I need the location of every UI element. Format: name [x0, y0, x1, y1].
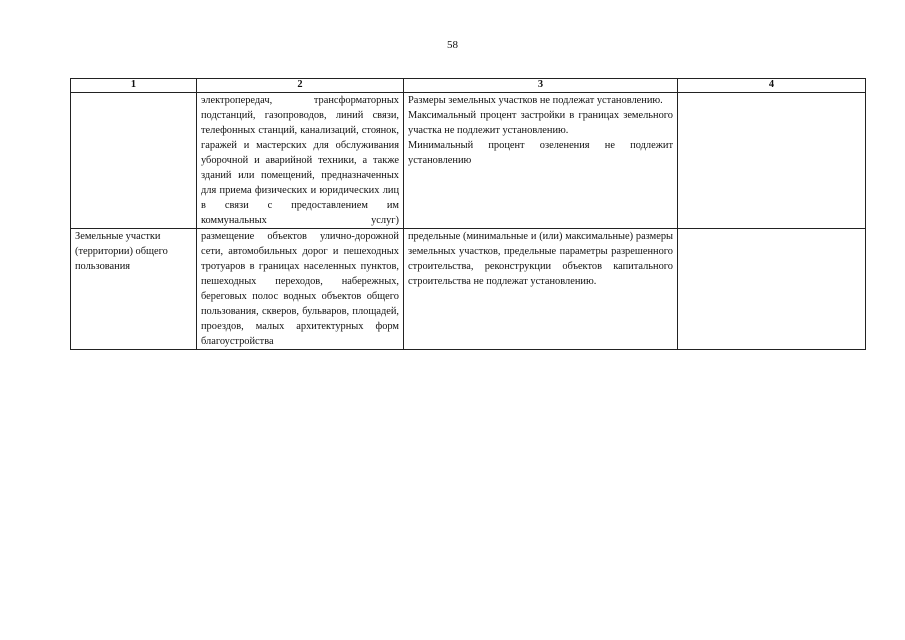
header-col-4: 4 — [678, 79, 866, 93]
zoning-table — [70, 78, 866, 350]
row1-col3 — [404, 93, 678, 229]
row2-col4 — [678, 229, 866, 350]
table-row — [71, 229, 866, 350]
page-number: 58 — [447, 39, 458, 51]
row2-col3: предельные (минимальные и (или) максимальные) размеры земельных участков, предельные параметры разрешенного строительства, реконструкции объектов капитального строительства не подлежат установлению. — [404, 229, 678, 350]
row1-col3-para-2: Максимальный процент застройки в границах земельного участка не подлежит установлению. — [408, 110, 673, 136]
table-row — [71, 93, 866, 229]
row1-col4 — [678, 93, 866, 229]
row2-col2: размещение объектов улично-дорожной сети, автомобильных дорог и пешеходных тротуаров в границах населенных пунктов, пешеходных переходов, набережных, береговых полос водных объектов общего пользования, скверов, бульваров, площадей, проездов, малых архитектурных форм благоустройства — [197, 229, 404, 350]
header-col-3: 3 — [404, 79, 678, 93]
row1-col2: электропередач, трансформаторных подстанций, газопроводов, линий связи, телефонных станций, канализаций, стоянок, гаражей и мастерских для обслуживания уборочной и аварийной техники, а также зданий или помещений, предназначенных для приема физических и юридических лиц в связи с предоставлением им коммунальных услуг) — [197, 93, 404, 229]
row1-col1 — [71, 93, 197, 229]
row1-col3-para-1: Размеры земельных участков не подлежат установлению. — [408, 95, 663, 106]
header-col-1: 1 — [71, 79, 197, 93]
row2-col1: Земельные участки (территории) общего пользования — [71, 229, 197, 350]
row1-col3-para-3: Минимальный процент озеленения не подлежит установлению — [408, 140, 673, 166]
table-header-row — [71, 79, 866, 93]
header-col-2: 2 — [197, 79, 404, 93]
